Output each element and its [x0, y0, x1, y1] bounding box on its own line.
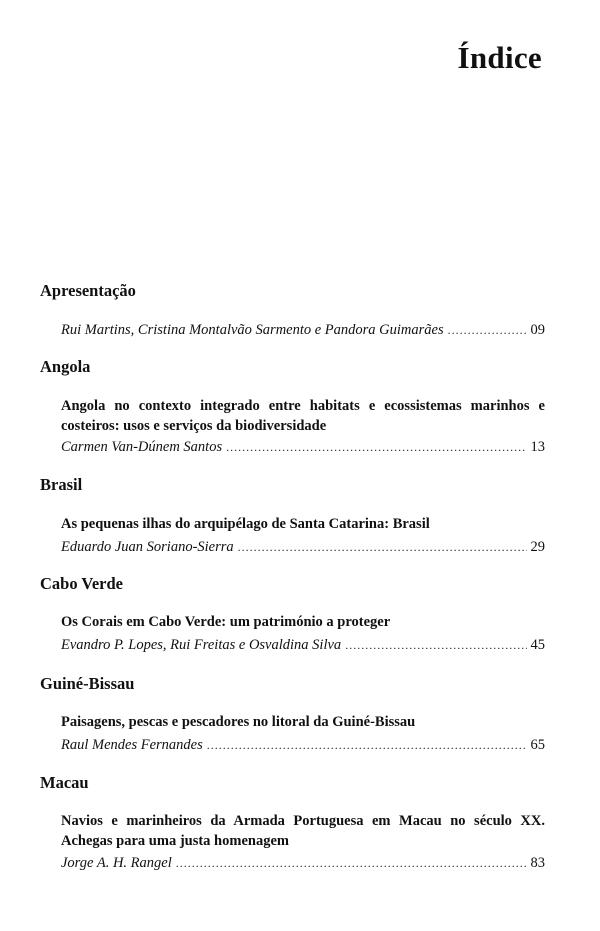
entry-authors: Raul Mendes Fernandes	[61, 737, 203, 753]
toc-entry-apresentacao[interactable]	[61, 320, 545, 340]
entry-page-number: 13	[530, 439, 545, 455]
dot-leader	[448, 320, 527, 340]
entry-page-number: 65	[530, 737, 545, 753]
entry-page-number: 09	[530, 322, 545, 338]
toc-entry-cabo-verde[interactable]	[61, 635, 545, 655]
section-heading-cabo-verde: Cabo Verde	[40, 574, 123, 593]
entry-page-number: 83	[530, 855, 545, 871]
entry-authors: Eduardo Juan Soriano-Sierra	[61, 539, 234, 555]
toc-entry-title-guine-bissau[interactable]: Paisagens, pescas e pescadores no litoral da Guiné-Bissau	[61, 714, 416, 730]
entry-authors: Rui Martins, Cristina Montalvão Sarmento e Pandora Guimarães	[61, 322, 444, 338]
toc-entry-angola[interactable]	[61, 437, 545, 457]
toc-entry-guine-bissau[interactable]	[61, 735, 545, 755]
dot-leader	[345, 635, 526, 655]
toc-entry-title-macau[interactable]: Navios e marinheiros da Armada Portuguesa em Macau no século XX. Achegas para uma justa homenagem	[61, 813, 545, 849]
toc-entry-title-brasil[interactable]: As pequenas ilhas do arquipélago de Santa Catarina: Brasil	[61, 516, 430, 532]
entry-page-number: 29	[530, 539, 545, 555]
toc-entry-title-angola[interactable]: Angola no contexto integrado entre habitats e ecossistemas marinhos e costeiros: usos e serviços da biodiversidade	[61, 398, 545, 434]
section-heading-macau: Macau	[40, 773, 89, 792]
section-heading-angola: Angola	[40, 357, 91, 376]
section-heading-apresentacao: Apresentação	[40, 281, 136, 300]
dot-leader	[238, 537, 527, 557]
entry-authors: Evandro P. Lopes, Rui Freitas e Osvaldina Silva	[61, 637, 342, 653]
dot-leader	[207, 735, 527, 755]
entry-authors: Jorge A. H. Rangel	[61, 855, 172, 871]
toc-entry-brasil[interactable]	[61, 537, 545, 557]
dot-leader	[226, 437, 526, 457]
toc-entry-macau[interactable]	[61, 853, 545, 873]
section-heading-brasil: Brasil	[40, 475, 83, 494]
toc-entry-title-cabo-verde[interactable]: Os Corais em Cabo Verde: um património a proteger	[61, 614, 391, 630]
section-heading-guine-bissau: Guiné-Bissau	[40, 674, 135, 693]
page-title: Índice	[457, 40, 542, 75]
dot-leader	[176, 853, 527, 873]
entry-authors: Carmen Van-Dúnem Santos	[61, 439, 223, 455]
entry-page-number: 45	[530, 637, 545, 653]
